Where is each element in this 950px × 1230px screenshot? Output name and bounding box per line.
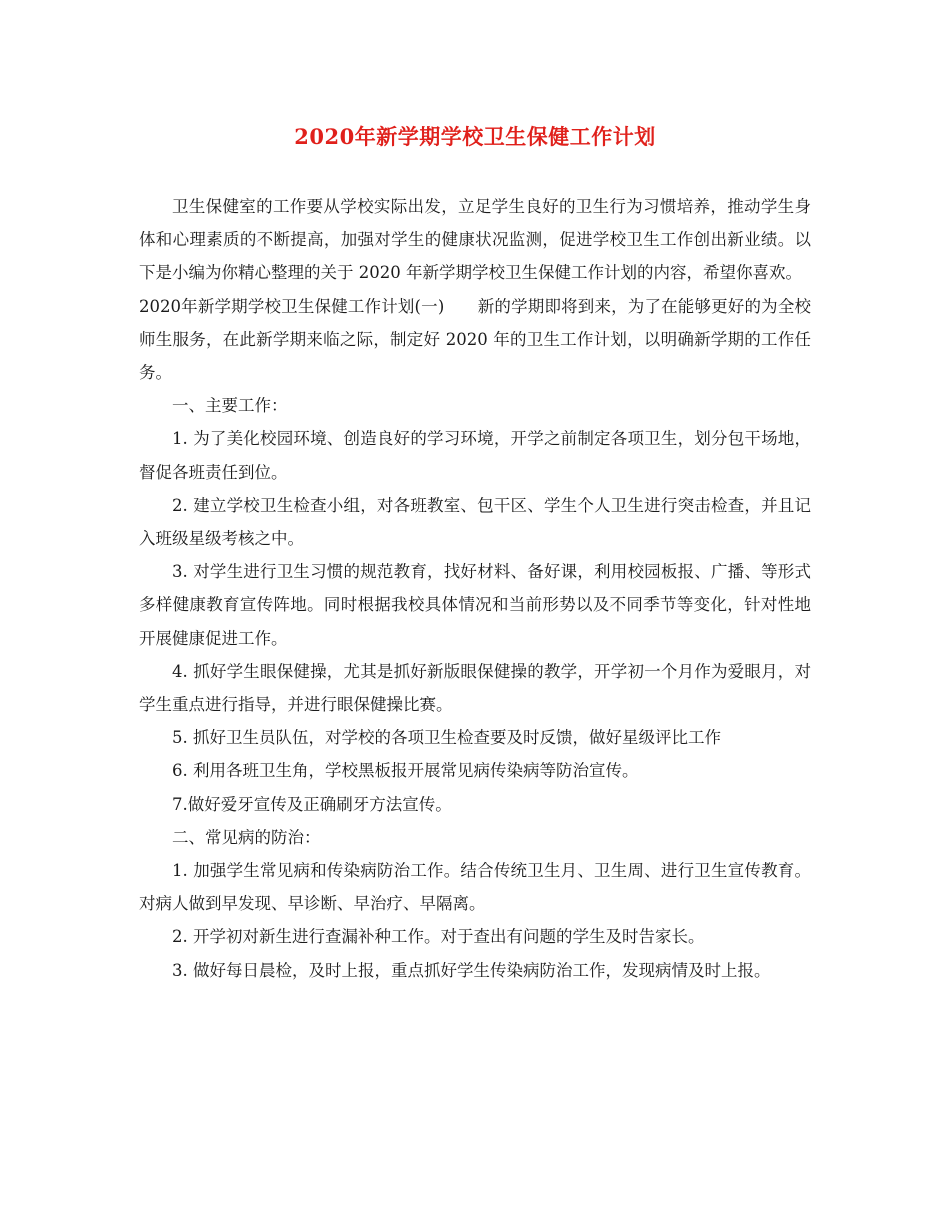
list-item: 5. 抓好卫生员队伍，对学校的各项卫生检查要及时反馈，做好星级评比工作 [172, 728, 721, 748]
list-item: 7.做好爱牙宣传及正确刷牙方法宣传。 [172, 794, 452, 814]
list-item: 1. 加强学生常见病和传染病防治工作。结合传统卫生月、卫生周、进行卫生宣传教育。对病人做到早发现、早诊断、早治疗、早隔离。 [139, 861, 811, 914]
section-heading-main-work: 一、主要工作： [172, 396, 288, 416]
list-item: 3. 对学生进行卫生习惯的规范教育，找好材料、备好课，利用校园板报、广播、等形式多样健康教育宣传阵地。同时根据我校具体情况和当前形势以及不同季节等变化，针对性地开展健康促进工作。 [139, 562, 811, 648]
paragraph-plan-one-intro: 2020年新学期学校卫生保健工作计划(一) 新的学期即将到来，为了在能够更好的为全校师生服务，在此新学期来临之际，制定好 2020 年的卫生工作计划，以明确新学期的工作任务。 [139, 296, 811, 383]
list-item: 2. 开学初对新生进行查漏补种工作。对于查出有问题的学生及时告家长。 [172, 927, 705, 947]
document-title: 2020年新学期学校卫生保健工作计划 [294, 124, 656, 149]
list-item: 2. 建立学校卫生检查小组，对各班教室、包干区、学生个人卫生进行突击检查，并且记入班级星级考核之中。 [139, 495, 811, 549]
paragraph-intro: 卫生保健室的工作要从学校实际出发，立足学生良好的卫生行为习惯培养，推动学生身体和心理素质的不断提高，加强对学生的健康状况监测，促进学校卫生工作创出新业绩。以下是小编为你精心整理的关于 2020 年新学期学校卫生保健工作计划的内容，希望你喜欢。 [139, 197, 811, 283]
section-heading-disease-prevention: 二、常见病的防治： [172, 827, 321, 847]
list-item: 6. 利用各班卫生角，学校黑板报开展常见病传染病等防治宣传。 [172, 761, 639, 781]
document-body [139, 190, 811, 987]
list-item: 4. 抓好学生眼保健操，尤其是抓好新版眼保健操的教学，开学初一个月作为爱眼月，对学生重点进行指导，并进行眼保健操比赛。 [139, 661, 811, 715]
list-item: 3. 做好每日晨检，及时上报，重点抓好学生传染病防治工作，发现病情及时上报。 [172, 960, 771, 980]
list-item: 1. 为了美化校园环境、创造良好的学习环境，开学之前制定各项卫生，划分包干场地，督促各班责任到位。 [139, 429, 811, 482]
